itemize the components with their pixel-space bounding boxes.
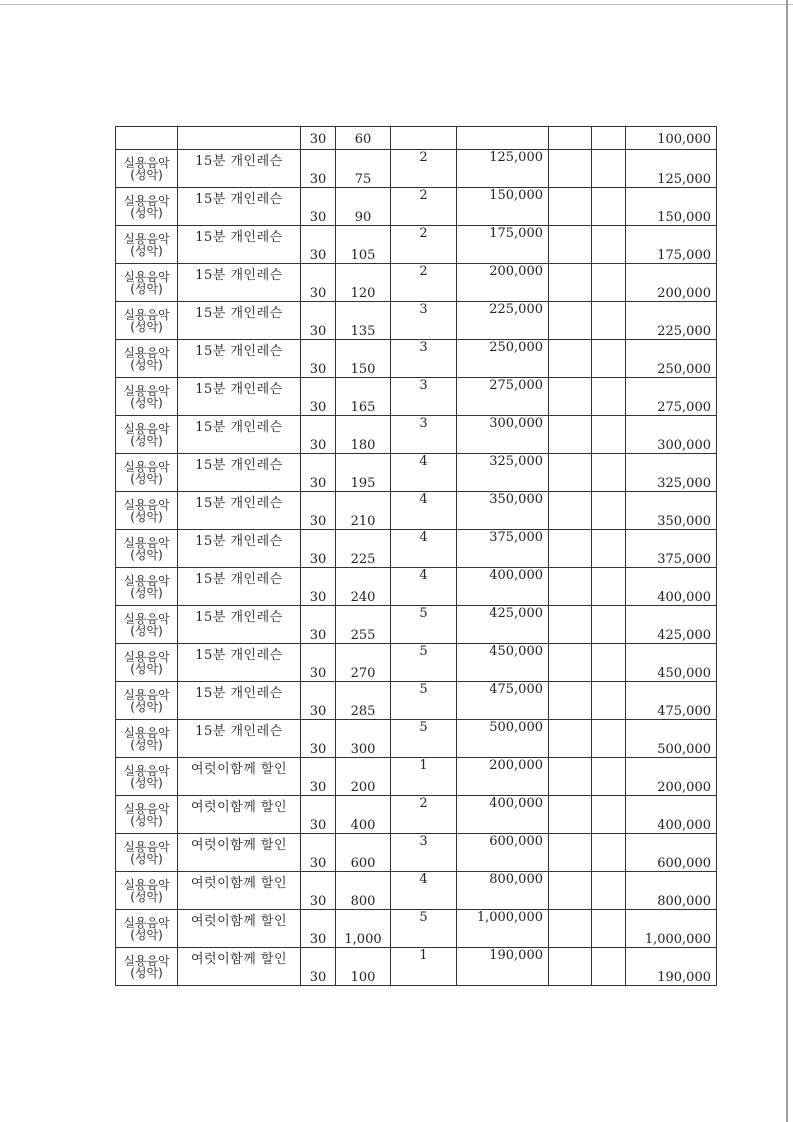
subject-detail: (성악) <box>130 281 163 296</box>
minutes-cell: 30 <box>301 568 336 606</box>
weeks-cell: 5 <box>391 644 457 682</box>
table-row <box>116 264 717 302</box>
table-row <box>116 948 717 986</box>
total-cell: 325,000 <box>626 454 717 492</box>
minutes-cell: 30 <box>301 492 336 530</box>
blank-cell <box>592 226 626 264</box>
weeks-cell: 1 <box>391 758 457 796</box>
subject-detail: (성악) <box>130 927 163 942</box>
minutes-cell: 30 <box>301 530 336 568</box>
table-row <box>116 378 717 416</box>
subject-detail: (성악) <box>130 205 163 220</box>
lesson-type-cell: 여럿이함께 할인 <box>178 758 301 796</box>
blank-cell <box>549 530 592 568</box>
blank-cell <box>549 796 592 834</box>
count-cell: 75 <box>336 150 391 188</box>
subject-detail: (성악) <box>130 357 163 372</box>
amount-cell: 500,000 <box>457 720 549 758</box>
blank-cell <box>549 150 592 188</box>
total-cell: 400,000 <box>626 796 717 834</box>
table-row <box>116 682 717 720</box>
amount-cell: 375,000 <box>457 530 549 568</box>
subject-detail: (성악) <box>130 547 163 562</box>
amount-cell: 125,000 <box>457 150 549 188</box>
total-cell: 400,000 <box>626 568 717 606</box>
subject-detail: (성악) <box>130 585 163 600</box>
subject-cell <box>116 150 178 188</box>
blank-cell <box>549 226 592 264</box>
amount-cell <box>457 127 549 150</box>
lesson-type-cell: 15분 개인레슨 <box>178 416 301 454</box>
blank-cell <box>592 568 626 606</box>
amount-cell: 200,000 <box>457 264 549 302</box>
lesson-type-cell: 여럿이함께 할인 <box>178 796 301 834</box>
blank-cell <box>592 127 626 150</box>
weeks-cell: 3 <box>391 378 457 416</box>
blank-cell <box>549 644 592 682</box>
lesson-type-cell: 15분 개인레슨 <box>178 302 301 340</box>
amount-cell: 150,000 <box>457 188 549 226</box>
count-cell: 90 <box>336 188 391 226</box>
minutes-cell: 30 <box>301 948 336 986</box>
amount-cell: 800,000 <box>457 872 549 910</box>
amount-cell: 350,000 <box>457 492 549 530</box>
blank-cell <box>592 682 626 720</box>
total-cell: 125,000 <box>626 150 717 188</box>
blank-cell <box>592 454 626 492</box>
minutes-cell: 30 <box>301 758 336 796</box>
weeks-cell: 4 <box>391 568 457 606</box>
count-cell: 1,000 <box>336 910 391 948</box>
weeks-cell: 2 <box>391 796 457 834</box>
subject-name: 실용음악 <box>123 953 170 968</box>
amount-cell: 325,000 <box>457 454 549 492</box>
blank-cell <box>592 188 626 226</box>
weeks-cell: 5 <box>391 682 457 720</box>
subject-cell <box>116 340 178 378</box>
total-cell: 275,000 <box>626 378 717 416</box>
subject-detail: (성악) <box>130 775 163 790</box>
minutes-cell: 30 <box>301 644 336 682</box>
subject-name: 실용음악 <box>123 649 170 664</box>
subject-name: 실용음악 <box>123 839 170 854</box>
subject-cell <box>116 910 178 948</box>
minutes-cell: 30 <box>301 188 336 226</box>
lesson-type-cell: 15분 개인레슨 <box>178 530 301 568</box>
weeks-cell: 5 <box>391 720 457 758</box>
blank-cell <box>549 378 592 416</box>
blank-cell <box>592 910 626 948</box>
subject-name: 실용음악 <box>123 535 170 550</box>
subject-cell <box>116 834 178 872</box>
subject-detail: (성악) <box>130 661 163 676</box>
amount-cell: 300,000 <box>457 416 549 454</box>
total-cell: 375,000 <box>626 530 717 568</box>
table-row <box>116 492 717 530</box>
minutes-cell: 30 <box>301 682 336 720</box>
total-cell: 350,000 <box>626 492 717 530</box>
subject-name: 실용음악 <box>123 383 170 398</box>
blank-cell <box>592 302 626 340</box>
lesson-type-cell: 여럿이함께 할인 <box>178 872 301 910</box>
subject-detail: (성악) <box>130 889 163 904</box>
total-cell: 225,000 <box>626 302 717 340</box>
lesson-type-cell: 15분 개인레슨 <box>178 150 301 188</box>
minutes-cell: 30 <box>301 226 336 264</box>
lesson-type-cell <box>178 127 301 150</box>
blank-cell <box>549 492 592 530</box>
table-row <box>116 720 717 758</box>
weeks-cell: 3 <box>391 834 457 872</box>
subject-cell <box>116 264 178 302</box>
subject-name: 실용음악 <box>123 421 170 436</box>
blank-cell <box>549 568 592 606</box>
amount-cell: 475,000 <box>457 682 549 720</box>
count-cell: 150 <box>336 340 391 378</box>
subject-detail: (성악) <box>130 433 163 448</box>
total-cell: 190,000 <box>626 948 717 986</box>
count-cell: 135 <box>336 302 391 340</box>
weeks-cell: 5 <box>391 606 457 644</box>
subject-cell <box>116 948 178 986</box>
subject-detail: (성악) <box>130 813 163 828</box>
weeks-cell: 1 <box>391 948 457 986</box>
subject-cell <box>116 302 178 340</box>
subject-cell <box>116 872 178 910</box>
blank-cell <box>549 682 592 720</box>
subject-name: 실용음악 <box>123 915 170 930</box>
count-cell: 100 <box>336 948 391 986</box>
blank-cell <box>592 834 626 872</box>
table-row <box>116 606 717 644</box>
weeks-cell: 2 <box>391 188 457 226</box>
subject-cell <box>116 568 178 606</box>
lesson-type-cell: 15분 개인레슨 <box>178 682 301 720</box>
blank-cell <box>549 948 592 986</box>
subject-cell <box>116 378 178 416</box>
blank-cell <box>592 644 626 682</box>
minutes-cell: 30 <box>301 378 336 416</box>
minutes-cell: 30 <box>301 872 336 910</box>
subject-cell <box>116 796 178 834</box>
total-cell: 100,000 <box>626 127 717 150</box>
table-body <box>116 127 717 986</box>
blank-cell <box>549 340 592 378</box>
amount-cell: 175,000 <box>457 226 549 264</box>
blank-cell <box>592 796 626 834</box>
table-row <box>116 188 717 226</box>
table-row <box>116 454 717 492</box>
subject-cell <box>116 416 178 454</box>
table-row <box>116 127 717 150</box>
count-cell: 300 <box>336 720 391 758</box>
table-row <box>116 226 717 264</box>
subject-cell <box>116 127 178 150</box>
weeks-cell: 2 <box>391 150 457 188</box>
blank-cell <box>549 188 592 226</box>
minutes-cell: 30 <box>301 302 336 340</box>
amount-cell: 225,000 <box>457 302 549 340</box>
amount-cell: 425,000 <box>457 606 549 644</box>
amount-cell: 190,000 <box>457 948 549 986</box>
table-row <box>116 758 717 796</box>
blank-cell <box>549 606 592 644</box>
count-cell: 800 <box>336 872 391 910</box>
total-cell: 200,000 <box>626 264 717 302</box>
subject-detail: (성악) <box>130 243 163 258</box>
weeks-cell <box>391 127 457 150</box>
subject-name: 실용음악 <box>123 611 170 626</box>
count-cell: 255 <box>336 606 391 644</box>
minutes-cell: 30 <box>301 796 336 834</box>
count-cell: 200 <box>336 758 391 796</box>
blank-cell <box>549 720 592 758</box>
lesson-type-cell: 15분 개인레슨 <box>178 226 301 264</box>
blank-cell <box>592 492 626 530</box>
subject-cell <box>116 720 178 758</box>
minutes-cell: 30 <box>301 127 336 150</box>
minutes-cell: 30 <box>301 416 336 454</box>
blank-cell <box>592 948 626 986</box>
count-cell: 105 <box>336 226 391 264</box>
table-row <box>116 530 717 568</box>
lesson-type-cell: 15분 개인레슨 <box>178 188 301 226</box>
amount-cell: 400,000 <box>457 568 549 606</box>
total-cell: 300,000 <box>626 416 717 454</box>
table-row <box>116 416 717 454</box>
lesson-type-cell: 여럿이함께 할인 <box>178 948 301 986</box>
table-row <box>116 150 717 188</box>
amount-cell: 275,000 <box>457 378 549 416</box>
amount-cell: 1,000,000 <box>457 910 549 948</box>
weeks-cell: 4 <box>391 530 457 568</box>
minutes-cell: 30 <box>301 720 336 758</box>
minutes-cell: 30 <box>301 150 336 188</box>
count-cell: 285 <box>336 682 391 720</box>
count-cell: 225 <box>336 530 391 568</box>
subject-name: 실용음악 <box>123 231 170 246</box>
lesson-type-cell: 15분 개인레슨 <box>178 378 301 416</box>
minutes-cell: 30 <box>301 910 336 948</box>
subject-cell <box>116 454 178 492</box>
subject-detail: (성악) <box>130 509 163 524</box>
count-cell: 180 <box>336 416 391 454</box>
total-cell: 425,000 <box>626 606 717 644</box>
weeks-cell: 4 <box>391 492 457 530</box>
blank-cell <box>549 302 592 340</box>
minutes-cell: 30 <box>301 264 336 302</box>
table-row <box>116 302 717 340</box>
total-cell: 150,000 <box>626 188 717 226</box>
total-cell: 800,000 <box>626 872 717 910</box>
count-cell: 240 <box>336 568 391 606</box>
total-cell: 475,000 <box>626 682 717 720</box>
blank-cell <box>549 758 592 796</box>
weeks-cell: 3 <box>391 302 457 340</box>
blank-cell <box>592 150 626 188</box>
blank-cell <box>592 264 626 302</box>
subject-name: 실용음악 <box>123 687 170 702</box>
total-cell: 200,000 <box>626 758 717 796</box>
count-cell: 120 <box>336 264 391 302</box>
total-cell: 500,000 <box>626 720 717 758</box>
amount-cell: 250,000 <box>457 340 549 378</box>
blank-cell <box>549 454 592 492</box>
subject-name: 실용음악 <box>123 763 170 778</box>
weeks-cell: 4 <box>391 454 457 492</box>
subject-cell <box>116 188 178 226</box>
subject-name: 실용음악 <box>123 573 170 588</box>
minutes-cell: 30 <box>301 834 336 872</box>
subject-name: 실용음악 <box>123 497 170 512</box>
blank-cell <box>592 378 626 416</box>
blank-cell <box>592 530 626 568</box>
page-right-edge <box>786 0 788 1122</box>
amount-cell: 200,000 <box>457 758 549 796</box>
weeks-cell: 2 <box>391 264 457 302</box>
subject-cell <box>116 530 178 568</box>
blank-cell <box>592 416 626 454</box>
lesson-type-cell: 15분 개인레슨 <box>178 568 301 606</box>
lesson-type-cell: 15분 개인레슨 <box>178 644 301 682</box>
blank-cell <box>592 872 626 910</box>
minutes-cell: 30 <box>301 340 336 378</box>
subject-name: 실용음악 <box>123 725 170 740</box>
subject-detail: (성악) <box>130 851 163 866</box>
total-cell: 600,000 <box>626 834 717 872</box>
count-cell: 210 <box>336 492 391 530</box>
blank-cell <box>549 872 592 910</box>
subject-detail: (성악) <box>130 623 163 638</box>
subject-detail: (성악) <box>130 471 163 486</box>
weeks-cell: 2 <box>391 226 457 264</box>
blank-cell <box>549 264 592 302</box>
amount-cell: 400,000 <box>457 796 549 834</box>
subject-detail: (성악) <box>130 965 163 980</box>
lesson-type-cell: 15분 개인레슨 <box>178 606 301 644</box>
page-top-rule <box>0 4 793 5</box>
subject-cell <box>116 758 178 796</box>
weeks-cell: 4 <box>391 872 457 910</box>
table-row <box>116 910 717 948</box>
minutes-cell: 30 <box>301 606 336 644</box>
subject-name: 실용음악 <box>123 155 170 170</box>
subject-cell <box>116 682 178 720</box>
total-cell: 450,000 <box>626 644 717 682</box>
subject-detail: (성악) <box>130 319 163 334</box>
subject-detail: (성악) <box>130 395 163 410</box>
tuition-fee-table <box>115 126 717 986</box>
blank-cell <box>592 606 626 644</box>
lesson-type-cell: 15분 개인레슨 <box>178 264 301 302</box>
count-cell: 60 <box>336 127 391 150</box>
subject-name: 실용음악 <box>123 801 170 816</box>
table-row <box>116 834 717 872</box>
minutes-cell: 30 <box>301 454 336 492</box>
table-row <box>116 644 717 682</box>
subject-name: 실용음악 <box>123 269 170 284</box>
blank-cell <box>549 910 592 948</box>
table-row <box>116 796 717 834</box>
count-cell: 270 <box>336 644 391 682</box>
count-cell: 400 <box>336 796 391 834</box>
subject-cell <box>116 492 178 530</box>
blank-cell <box>592 340 626 378</box>
weeks-cell: 3 <box>391 340 457 378</box>
lesson-type-cell: 여럿이함께 할인 <box>178 834 301 872</box>
subject-name: 실용음악 <box>123 877 170 892</box>
subject-name: 실용음악 <box>123 193 170 208</box>
subject-name: 실용음악 <box>123 459 170 474</box>
blank-cell <box>549 834 592 872</box>
blank-cell <box>592 758 626 796</box>
amount-cell: 600,000 <box>457 834 549 872</box>
subject-detail: (성악) <box>130 167 163 182</box>
lesson-type-cell: 15분 개인레슨 <box>178 340 301 378</box>
subject-cell <box>116 226 178 264</box>
blank-cell <box>549 416 592 454</box>
count-cell: 195 <box>336 454 391 492</box>
subject-cell <box>116 644 178 682</box>
total-cell: 175,000 <box>626 226 717 264</box>
total-cell: 250,000 <box>626 340 717 378</box>
lesson-type-cell: 15분 개인레슨 <box>178 454 301 492</box>
subject-cell <box>116 606 178 644</box>
subject-detail: (성악) <box>130 699 163 714</box>
total-cell: 1,000,000 <box>626 910 717 948</box>
lesson-type-cell: 여럿이함께 할인 <box>178 910 301 948</box>
weeks-cell: 5 <box>391 910 457 948</box>
lesson-type-cell: 15분 개인레슨 <box>178 492 301 530</box>
table-row <box>116 340 717 378</box>
weeks-cell: 3 <box>391 416 457 454</box>
count-cell: 600 <box>336 834 391 872</box>
amount-cell: 450,000 <box>457 644 549 682</box>
blank-cell <box>549 127 592 150</box>
lesson-type-cell: 15분 개인레슨 <box>178 720 301 758</box>
blank-cell <box>592 720 626 758</box>
table-row <box>116 872 717 910</box>
count-cell: 165 <box>336 378 391 416</box>
subject-name: 실용음악 <box>123 307 170 322</box>
subject-detail: (성악) <box>130 737 163 752</box>
subject-name: 실용음악 <box>123 345 170 360</box>
table-row <box>116 568 717 606</box>
